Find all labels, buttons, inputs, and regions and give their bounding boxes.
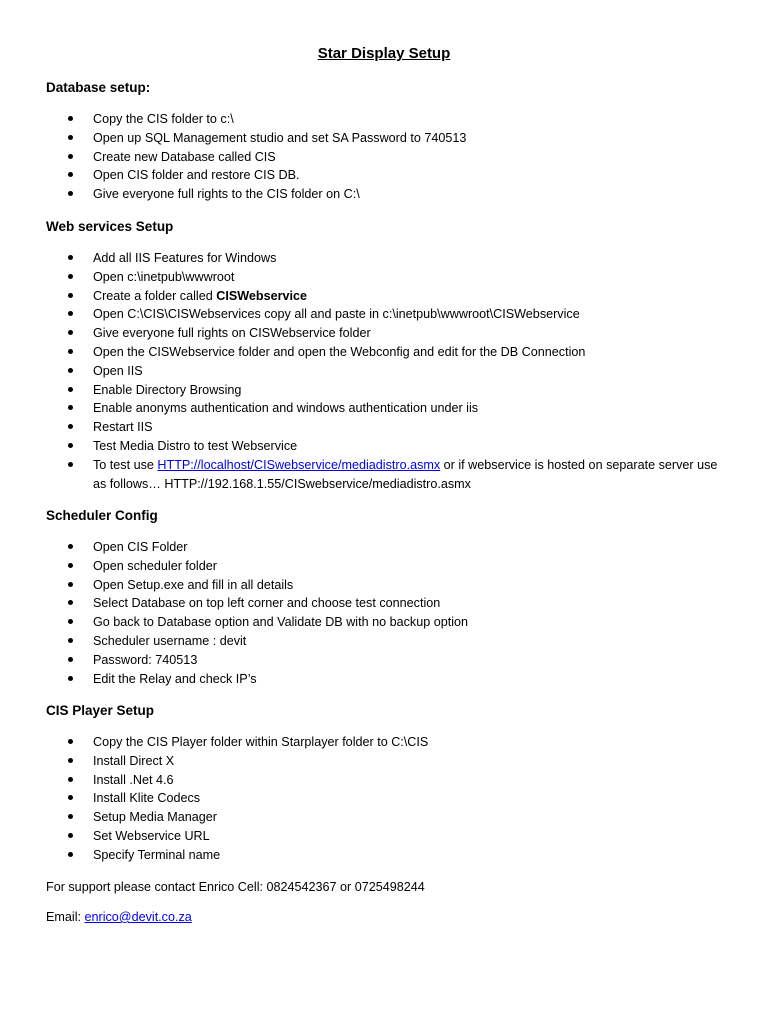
database-setup-list	[0, 110, 768, 204]
list-item: Password: 740513	[0, 651, 768, 670]
list-item: Install Klite Codecs	[0, 789, 768, 808]
list-item: Give everyone full rights to the CIS folder on C:\	[0, 185, 768, 204]
list-item: Test Media Distro to test Webservice	[0, 437, 768, 456]
list-item: Open the CISWebservice folder and open the Webconfig and edit for the DB Connection	[0, 343, 768, 362]
list-item: Select Database on top left corner and choose test connection	[0, 594, 768, 613]
list-item: Scheduler username : devit	[0, 632, 768, 651]
cis-player-setup-list	[0, 733, 768, 865]
list-item: Set Webservice URL	[0, 827, 768, 846]
list-item: Add all IIS Features for Windows	[0, 249, 768, 268]
scheduler-config-heading: Scheduler Config	[46, 508, 158, 523]
scheduler-config-list	[0, 538, 768, 688]
create-folder-name: CISWebservice	[216, 288, 307, 303]
list-item: Enable anonyms authentication and windows authentication under iis	[0, 399, 768, 418]
list-item: Open C:\CIS\CISWebservices copy all and paste in c:\inetpub\wwwroot\CISWebservice	[0, 305, 768, 324]
list-item: Open IIS	[0, 362, 768, 381]
list-item: Open c:\inetpub\wwwroot	[0, 268, 768, 287]
list-item	[0, 287, 768, 306]
document-title: Star Display Setup	[317, 45, 451, 62]
email-link[interactable]: enrico@devit.co.za	[84, 910, 192, 924]
list-item: Create new Database called CIS	[0, 148, 768, 167]
list-item: Install .Net 4.6	[0, 771, 768, 790]
list-item: Copy the CIS Player folder within Starplayer folder to C:\CIS	[0, 733, 768, 752]
list-item: Install Direct X	[0, 752, 768, 771]
email-line	[46, 908, 192, 926]
support-contact-text: For support please contact Enrico Cell: 0824542367 or 0725498244	[46, 880, 425, 894]
list-item: Open CIS Folder	[0, 538, 768, 557]
web-services-setup-heading: Web services Setup	[46, 219, 174, 234]
database-setup-heading: Database setup:	[46, 80, 151, 95]
list-item: Open Setup.exe and fill in all details	[0, 576, 768, 595]
list-item: Open scheduler folder	[0, 557, 768, 576]
localhost-webservice-link[interactable]: HTTP://localhost/CISwebservice/mediadistro.asmx	[157, 457, 441, 472]
list-item: Go back to Database option and Validate DB with no backup option	[0, 613, 768, 632]
web-services-setup-list	[0, 249, 768, 493]
list-item: Open up SQL Management studio and set SA Password to 740513	[0, 129, 768, 148]
list-item: Specify Terminal name	[0, 846, 768, 865]
list-item	[0, 456, 768, 494]
list-item: Restart IIS	[0, 418, 768, 437]
cis-player-setup-heading: CIS Player Setup	[46, 703, 155, 718]
test-item-suffix: or if webservice is hosted on separate server use as follows… HTTP://192.168.1.55/CISwebservice/mediadistro.asmx	[93, 457, 718, 491]
list-item: Open CIS folder and restore CIS DB.	[0, 166, 768, 185]
list-item: Setup Media Manager	[0, 808, 768, 827]
create-folder-prefix: Create a folder called	[93, 288, 217, 303]
test-item-prefix: To test use	[93, 457, 158, 472]
list-item: Edit the Relay and check IP’s	[0, 670, 768, 689]
email-label: Email:	[46, 910, 85, 924]
list-item: Enable Directory Browsing	[0, 381, 768, 400]
list-item: Copy the CIS folder to c:\	[0, 110, 768, 129]
list-item: Give everyone full rights on CISWebservice folder	[0, 324, 768, 343]
